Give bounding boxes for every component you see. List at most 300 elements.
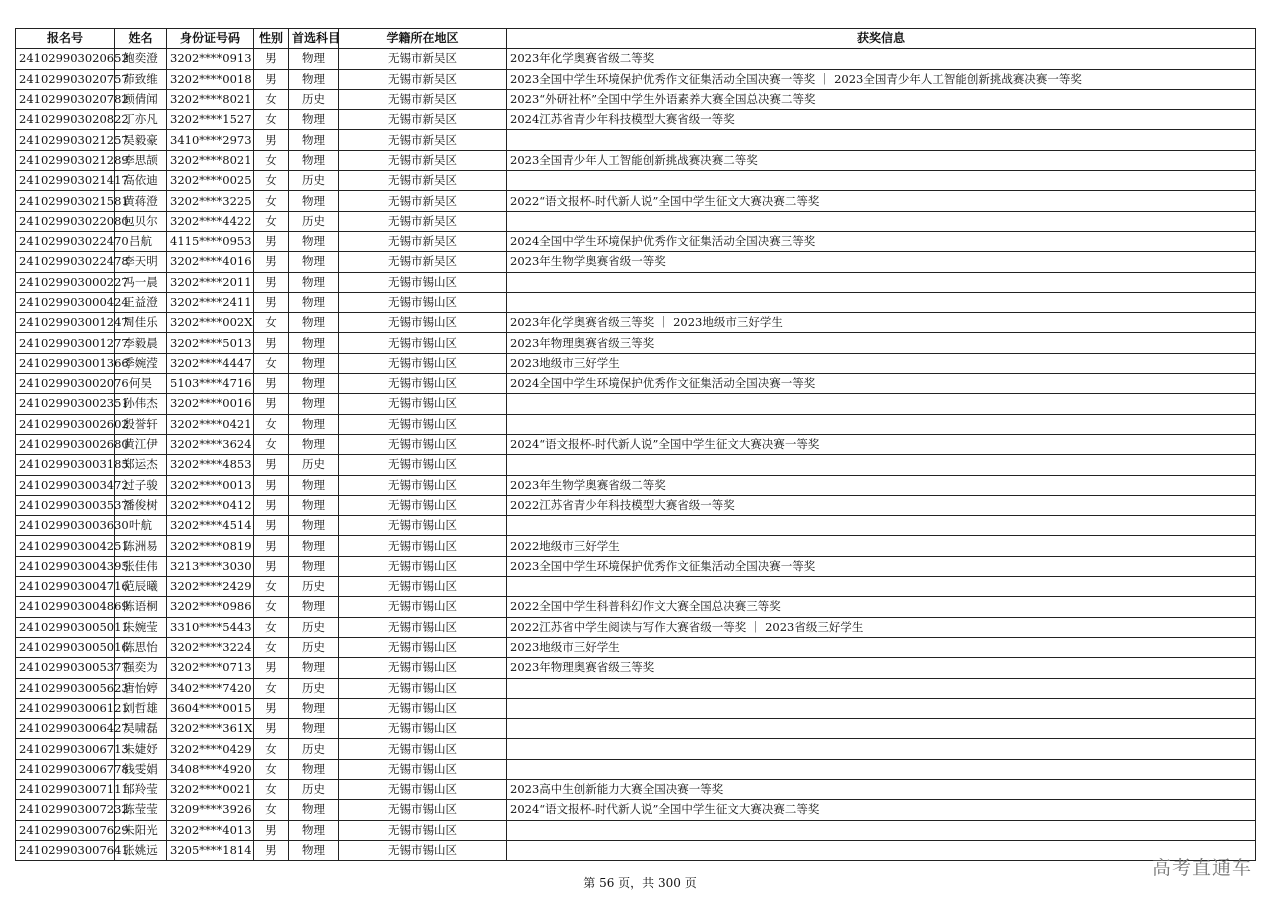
- name-cell: 郑运杰: [115, 455, 167, 475]
- subject-cell: 物理: [289, 556, 339, 576]
- table-row: [16, 89, 1256, 109]
- name-cell: 过子骏: [115, 475, 167, 495]
- registration-no-cell: 241029903007111: [16, 779, 115, 799]
- name-cell: 包贝尔: [115, 211, 167, 231]
- gender-cell: 女: [254, 779, 289, 799]
- subject-cell: 物理: [289, 434, 339, 454]
- region-cell: 无锡市新吴区: [339, 49, 507, 69]
- region-cell: 无锡市锡山区: [339, 759, 507, 779]
- table-row: [16, 69, 1256, 89]
- region-cell: 无锡市锡山区: [339, 840, 507, 860]
- col-header-name: 姓名: [115, 29, 167, 49]
- id-number-cell: 3202****3224: [167, 637, 254, 657]
- registration-no-cell: 241029903000424: [16, 292, 115, 312]
- subject-cell: 物理: [289, 475, 339, 495]
- gender-cell: 男: [254, 130, 289, 150]
- region-cell: 无锡市锡山区: [339, 820, 507, 840]
- table-row: [16, 577, 1256, 597]
- name-cell: 孙伟杰: [115, 394, 167, 414]
- registration-no-cell: 241029903020652: [16, 49, 115, 69]
- awards-cell: [507, 719, 1256, 739]
- name-cell: 强奕为: [115, 658, 167, 678]
- awards-cell: 2024全国中学生环境保护优秀作文征集活动全国决赛一等奖: [507, 374, 1256, 394]
- gender-cell: 女: [254, 434, 289, 454]
- awards-cell: 2023地级市三好学生: [507, 637, 1256, 657]
- gender-cell: 男: [254, 556, 289, 576]
- region-cell: 无锡市锡山区: [339, 495, 507, 515]
- roster-table: [15, 28, 1256, 861]
- awards-cell: 2024全国中学生环境保护优秀作文征集活动全国决赛三等奖: [507, 231, 1256, 251]
- awards-cell: 2023全国青少年人工智能创新挑战赛决赛二等奖: [507, 150, 1256, 170]
- registration-no-cell: 241029903022080: [16, 211, 115, 231]
- awards-cell: 2022江苏省青少年科技模型大赛省级一等奖: [507, 495, 1256, 515]
- subject-cell: 物理: [289, 536, 339, 556]
- awards-cell: 2023地级市三好学生: [507, 353, 1256, 373]
- gender-cell: 男: [254, 272, 289, 292]
- table-row: [16, 455, 1256, 475]
- registration-no-cell: 241029903002076: [16, 374, 115, 394]
- id-number-cell: 3202****0013: [167, 475, 254, 495]
- id-number-cell: 3202****0018: [167, 69, 254, 89]
- table-row: [16, 414, 1256, 434]
- region-cell: 无锡市锡山区: [339, 374, 507, 394]
- subject-cell: 物理: [289, 130, 339, 150]
- id-number-cell: 3202****0021: [167, 779, 254, 799]
- name-cell: 李思颉: [115, 150, 167, 170]
- registration-no-cell: 241029903001366: [16, 353, 115, 373]
- gender-cell: 男: [254, 231, 289, 251]
- gender-cell: 女: [254, 617, 289, 637]
- region-cell: 无锡市锡山区: [339, 333, 507, 353]
- name-cell: 吴毅豪: [115, 130, 167, 150]
- table-row: [16, 637, 1256, 657]
- awards-cell: [507, 455, 1256, 475]
- id-number-cell: 3202****4514: [167, 516, 254, 536]
- name-cell: 吕航: [115, 231, 167, 251]
- awards-cell: 2024江苏省青少年科技模型大赛省级一等奖: [507, 110, 1256, 130]
- gender-cell: 女: [254, 759, 289, 779]
- gender-cell: 女: [254, 637, 289, 657]
- subject-cell: 物理: [289, 333, 339, 353]
- table-row: [16, 211, 1256, 231]
- registration-no-cell: 241029903002602: [16, 414, 115, 434]
- region-cell: 无锡市锡山区: [339, 556, 507, 576]
- id-number-cell: 5103****4716: [167, 374, 254, 394]
- registration-no-cell: 241029903001277: [16, 333, 115, 353]
- id-number-cell: 3202****5013: [167, 333, 254, 353]
- table-row: [16, 130, 1256, 150]
- id-number-cell: 3202****0412: [167, 495, 254, 515]
- region-cell: 无锡市锡山区: [339, 455, 507, 475]
- table-row: [16, 394, 1256, 414]
- name-cell: 陈莹莹: [115, 800, 167, 820]
- region-cell: 无锡市锡山区: [339, 800, 507, 820]
- id-number-cell: 3202****0429: [167, 739, 254, 759]
- gender-cell: 男: [254, 658, 289, 678]
- subject-cell: 物理: [289, 759, 339, 779]
- gender-cell: 女: [254, 353, 289, 373]
- subject-cell: 历史: [289, 171, 339, 191]
- awards-cell: [507, 820, 1256, 840]
- id-number-cell: 3202****0986: [167, 597, 254, 617]
- awards-cell: 2023全国中学生环境保护优秀作文征集活动全国决赛一等奖 ｜ 2023全国青少年人工智能创新挑战赛决赛一等奖: [507, 69, 1256, 89]
- registration-no-cell: 241029903005377: [16, 658, 115, 678]
- name-cell: 殷誉轩: [115, 414, 167, 434]
- awards-cell: [507, 840, 1256, 860]
- id-number-cell: 3202****0421: [167, 414, 254, 434]
- id-number-cell: 3202****361X: [167, 719, 254, 739]
- name-cell: 唐怡婷: [115, 678, 167, 698]
- registration-no-cell: 241029903003472: [16, 475, 115, 495]
- name-cell: 鲍奕澄: [115, 49, 167, 69]
- region-cell: 无锡市锡山区: [339, 617, 507, 637]
- awards-cell: [507, 739, 1256, 759]
- region-cell: 无锡市锡山区: [339, 739, 507, 759]
- region-cell: 无锡市锡山区: [339, 719, 507, 739]
- gender-cell: 女: [254, 678, 289, 698]
- awards-cell: 2023年物理奥赛省级三等奖: [507, 333, 1256, 353]
- table-row: [16, 678, 1256, 698]
- region-cell: 无锡市新吴区: [339, 191, 507, 211]
- awards-cell: 2022地级市三好学生: [507, 536, 1256, 556]
- region-cell: 无锡市锡山区: [339, 313, 507, 333]
- name-cell: 季婉滢: [115, 353, 167, 373]
- gender-cell: 男: [254, 455, 289, 475]
- awards-cell: 2023年化学奥赛省级二等奖: [507, 49, 1256, 69]
- id-number-cell: 3202****4853: [167, 455, 254, 475]
- gender-cell: 男: [254, 69, 289, 89]
- subject-cell: 物理: [289, 495, 339, 515]
- name-cell: 顾倩闻: [115, 89, 167, 109]
- awards-cell: 2023年物理奥赛省级三等奖: [507, 658, 1256, 678]
- name-cell: 黄蒋澄: [115, 191, 167, 211]
- gender-cell: 男: [254, 475, 289, 495]
- id-number-cell: 3202****0913: [167, 49, 254, 69]
- subject-cell: 物理: [289, 150, 339, 170]
- registration-no-cell: 241029903004395: [16, 556, 115, 576]
- subject-cell: 历史: [289, 739, 339, 759]
- awards-cell: 2023高中生创新能力大赛全国决赛一等奖: [507, 779, 1256, 799]
- gender-cell: 男: [254, 820, 289, 840]
- subject-cell: 物理: [289, 800, 339, 820]
- gender-cell: 女: [254, 171, 289, 191]
- subject-cell: 物理: [289, 231, 339, 251]
- table-row: [16, 333, 1256, 353]
- name-cell: 张佳伟: [115, 556, 167, 576]
- awards-cell: [507, 292, 1256, 312]
- registration-no-cell: 241029903021417: [16, 171, 115, 191]
- registration-no-cell: 241029903020757: [16, 69, 115, 89]
- name-cell: 邹羚莹: [115, 779, 167, 799]
- id-number-cell: 3410****2973: [167, 130, 254, 150]
- awards-cell: [507, 516, 1256, 536]
- gender-cell: 男: [254, 536, 289, 556]
- registration-no-cell: 241029903021289: [16, 150, 115, 170]
- awards-cell: [507, 211, 1256, 231]
- subject-cell: 物理: [289, 394, 339, 414]
- subject-cell: 物理: [289, 292, 339, 312]
- awards-cell: [507, 759, 1256, 779]
- subject-cell: 物理: [289, 820, 339, 840]
- id-number-cell: 3202****3225: [167, 191, 254, 211]
- region-cell: 无锡市新吴区: [339, 110, 507, 130]
- awards-cell: 2023年生物学奥赛省级二等奖: [507, 475, 1256, 495]
- subject-cell: 物理: [289, 69, 339, 89]
- id-number-cell: 3202****8021: [167, 89, 254, 109]
- gender-cell: 女: [254, 89, 289, 109]
- id-number-cell: 3408****4920: [167, 759, 254, 779]
- registration-no-cell: 241029903007641: [16, 840, 115, 860]
- table-row: [16, 820, 1256, 840]
- gender-cell: 女: [254, 191, 289, 211]
- subject-cell: 物理: [289, 252, 339, 272]
- col-header-awards: 获奖信息: [507, 29, 1256, 49]
- awards-cell: 2023“外研社杯”全国中学生外语素养大赛全国总决赛二等奖: [507, 89, 1256, 109]
- table-row: [16, 739, 1256, 759]
- id-number-cell: 3202****0713: [167, 658, 254, 678]
- id-number-cell: 3402****7420: [167, 678, 254, 698]
- id-number-cell: 3202****3624: [167, 434, 254, 454]
- gender-cell: 女: [254, 800, 289, 820]
- table-row: [16, 313, 1256, 333]
- region-cell: 无锡市新吴区: [339, 89, 507, 109]
- table-row: [16, 800, 1256, 820]
- page-number: 第 56 页，共 300 页: [583, 876, 697, 890]
- gender-cell: 女: [254, 739, 289, 759]
- table-row: [16, 495, 1256, 515]
- table-row: [16, 658, 1256, 678]
- subject-cell: 历史: [289, 779, 339, 799]
- registration-no-cell: 241029903021257: [16, 130, 115, 150]
- region-cell: 无锡市新吴区: [339, 69, 507, 89]
- awards-cell: [507, 130, 1256, 150]
- subject-cell: 历史: [289, 637, 339, 657]
- awards-cell: [507, 171, 1256, 191]
- col-header-registration-no: 报名号: [16, 29, 115, 49]
- name-cell: 张姚远: [115, 840, 167, 860]
- gender-cell: 男: [254, 252, 289, 272]
- awards-cell: 2023年化学奥赛省级三等奖 ｜ 2023地级市三好学生: [507, 313, 1256, 333]
- subject-cell: 物理: [289, 658, 339, 678]
- subject-cell: 物理: [289, 191, 339, 211]
- id-number-cell: 3202****8021: [167, 150, 254, 170]
- region-cell: 无锡市锡山区: [339, 516, 507, 536]
- registration-no-cell: 241029903002351: [16, 394, 115, 414]
- registration-no-cell: 241029903001247: [16, 313, 115, 333]
- gender-cell: 男: [254, 516, 289, 536]
- table-row: [16, 110, 1256, 130]
- registration-no-cell: 241029903007629: [16, 820, 115, 840]
- registration-no-cell: 241029903002680: [16, 434, 115, 454]
- registration-no-cell: 241029903004716: [16, 577, 115, 597]
- name-cell: 周佳乐: [115, 313, 167, 333]
- gender-cell: 女: [254, 577, 289, 597]
- table-row: [16, 374, 1256, 394]
- gender-cell: 女: [254, 597, 289, 617]
- subject-cell: 物理: [289, 272, 339, 292]
- subject-cell: 物理: [289, 597, 339, 617]
- id-number-cell: 4115****0953: [167, 231, 254, 251]
- id-number-cell: 3202****4447: [167, 353, 254, 373]
- subject-cell: 物理: [289, 840, 339, 860]
- name-cell: 朱婕妤: [115, 739, 167, 759]
- subject-cell: 历史: [289, 577, 339, 597]
- registration-no-cell: 241029903007232: [16, 800, 115, 820]
- awards-cell: 2022江苏省中学生阅读与写作大赛省级一等奖 ｜ 2023省级三好学生: [507, 617, 1256, 637]
- table-row: [16, 434, 1256, 454]
- region-cell: 无锡市锡山区: [339, 577, 507, 597]
- region-cell: 无锡市新吴区: [339, 211, 507, 231]
- registration-no-cell: 241029903006427: [16, 719, 115, 739]
- header-row: [16, 29, 1256, 49]
- registration-no-cell: 241029903005011: [16, 617, 115, 637]
- registration-no-cell: 241029903004251: [16, 536, 115, 556]
- table-row: [16, 698, 1256, 718]
- gender-cell: 女: [254, 313, 289, 333]
- id-number-cell: 3202****002X: [167, 313, 254, 333]
- name-cell: 刘哲雄: [115, 698, 167, 718]
- col-header-region: 学籍所在地区: [339, 29, 507, 49]
- name-cell: 丁亦凡: [115, 110, 167, 130]
- region-cell: 无锡市锡山区: [339, 658, 507, 678]
- awards-cell: [507, 272, 1256, 292]
- region-cell: 无锡市锡山区: [339, 698, 507, 718]
- table-row: [16, 272, 1256, 292]
- registration-no-cell: 241029903006713: [16, 739, 115, 759]
- registration-no-cell: 241029903000227: [16, 272, 115, 292]
- id-number-cell: 3310****5443: [167, 617, 254, 637]
- subject-cell: 历史: [289, 211, 339, 231]
- registration-no-cell: 241029903021581: [16, 191, 115, 211]
- table-row: [16, 840, 1256, 860]
- table-row: [16, 150, 1256, 170]
- name-cell: 高依迪: [115, 171, 167, 191]
- registration-no-cell: 241029903005016: [16, 637, 115, 657]
- table-row: [16, 759, 1256, 779]
- table-row: [16, 516, 1256, 536]
- col-header-id-number: 身份证号码: [167, 29, 254, 49]
- gender-cell: 女: [254, 414, 289, 434]
- registration-no-cell: 241029903006121: [16, 698, 115, 718]
- gender-cell: 女: [254, 211, 289, 231]
- name-cell: 潘俊树: [115, 495, 167, 515]
- table-row: [16, 292, 1256, 312]
- name-cell: 叶航: [115, 516, 167, 536]
- region-cell: 无锡市新吴区: [339, 130, 507, 150]
- table-row: [16, 617, 1256, 637]
- awards-cell: [507, 678, 1256, 698]
- name-cell: 李毅晨: [115, 333, 167, 353]
- table-row: [16, 719, 1256, 739]
- awards-cell: 2022“语文报杯-时代新人说”全国中学生征文大赛决赛二等奖: [507, 191, 1256, 211]
- subject-cell: 物理: [289, 698, 339, 718]
- region-cell: 无锡市新吴区: [339, 171, 507, 191]
- region-cell: 无锡市新吴区: [339, 231, 507, 251]
- subject-cell: 物理: [289, 353, 339, 373]
- table-row: [16, 171, 1256, 191]
- subject-cell: 物理: [289, 719, 339, 739]
- subject-cell: 历史: [289, 678, 339, 698]
- name-cell: 吴啸磊: [115, 719, 167, 739]
- table-row: [16, 536, 1256, 556]
- registration-no-cell: 241029903003185: [16, 455, 115, 475]
- region-cell: 无锡市锡山区: [339, 272, 507, 292]
- subject-cell: 物理: [289, 414, 339, 434]
- awards-cell: [507, 414, 1256, 434]
- registration-no-cell: 241029903020822: [16, 110, 115, 130]
- name-cell: 冯一晨: [115, 272, 167, 292]
- registration-no-cell: 241029903022478: [16, 252, 115, 272]
- registration-no-cell: 241029903020782: [16, 89, 115, 109]
- region-cell: 无锡市锡山区: [339, 779, 507, 799]
- table-row: [16, 475, 1256, 495]
- subject-cell: 历史: [289, 89, 339, 109]
- gender-cell: 男: [254, 49, 289, 69]
- col-header-gender: 性别: [254, 29, 289, 49]
- gender-cell: 男: [254, 292, 289, 312]
- gender-cell: 男: [254, 840, 289, 860]
- gender-cell: 女: [254, 150, 289, 170]
- id-number-cell: 3604****0015: [167, 698, 254, 718]
- id-number-cell: 3202****2429: [167, 577, 254, 597]
- registration-no-cell: 241029903005623: [16, 678, 115, 698]
- gender-cell: 男: [254, 374, 289, 394]
- id-number-cell: 3202****1527: [167, 110, 254, 130]
- region-cell: 无锡市锡山区: [339, 597, 507, 617]
- id-number-cell: 3202****4016: [167, 252, 254, 272]
- region-cell: 无锡市锡山区: [339, 678, 507, 698]
- subject-cell: 历史: [289, 617, 339, 637]
- gender-cell: 女: [254, 110, 289, 130]
- region-cell: 无锡市锡山区: [339, 434, 507, 454]
- registration-no-cell: 241029903022470: [16, 231, 115, 251]
- region-cell: 无锡市锡山区: [339, 475, 507, 495]
- table-row: [16, 779, 1256, 799]
- awards-cell: [507, 394, 1256, 414]
- region-cell: 无锡市锡山区: [339, 414, 507, 434]
- awards-cell: 2024“语文报杯-时代新人说”全国中学生征文大赛决赛一等奖: [507, 434, 1256, 454]
- id-number-cell: 3205****1814: [167, 840, 254, 860]
- table-row: [16, 597, 1256, 617]
- id-number-cell: 3213****3030: [167, 556, 254, 576]
- name-cell: 陈洲易: [115, 536, 167, 556]
- table-row: [16, 556, 1256, 576]
- name-cell: 李天明: [115, 252, 167, 272]
- awards-cell: 2022全国中学生科普科幻作文大赛全国总决赛三等奖: [507, 597, 1256, 617]
- region-cell: 无锡市锡山区: [339, 353, 507, 373]
- region-cell: 无锡市锡山区: [339, 536, 507, 556]
- awards-cell: 2024“语文报杯-时代新人说”全国中学生征文大赛决赛二等奖: [507, 800, 1256, 820]
- id-number-cell: 3202****0819: [167, 536, 254, 556]
- registration-no-cell: 241029903003537: [16, 495, 115, 515]
- id-number-cell: 3202****0025: [167, 171, 254, 191]
- name-cell: 范辰曦: [115, 577, 167, 597]
- name-cell: 何昊: [115, 374, 167, 394]
- table-row: [16, 191, 1256, 211]
- name-cell: 黄江伊: [115, 434, 167, 454]
- col-header-subject: 首选科目: [289, 29, 339, 49]
- id-number-cell: 3202****2011: [167, 272, 254, 292]
- gender-cell: 男: [254, 333, 289, 353]
- name-cell: 钱雯娟: [115, 759, 167, 779]
- table-row: [16, 353, 1256, 373]
- registration-no-cell: 241029903006778: [16, 759, 115, 779]
- id-number-cell: 3202****2411: [167, 292, 254, 312]
- region-cell: 无锡市锡山区: [339, 292, 507, 312]
- region-cell: 无锡市锡山区: [339, 394, 507, 414]
- awards-cell: 2023全国中学生环境保护优秀作文征集活动全国决赛一等奖: [507, 556, 1256, 576]
- subject-cell: 物理: [289, 49, 339, 69]
